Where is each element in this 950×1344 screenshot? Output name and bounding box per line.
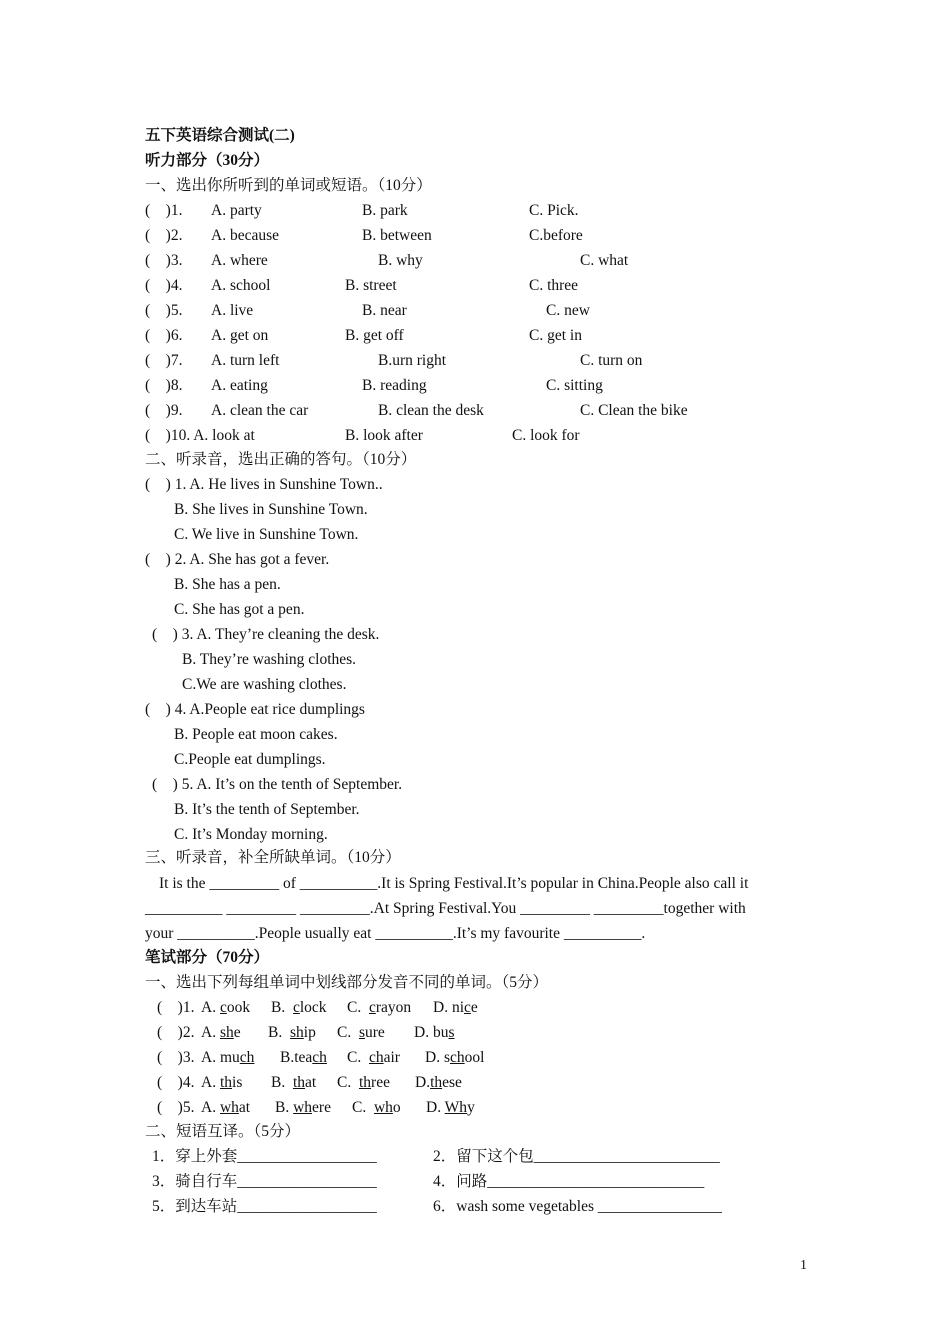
s3-para-2: __________ _________ _________.At Spring Festival.You _________ _________together with bbox=[145, 900, 746, 917]
option-a: A. because bbox=[211, 227, 279, 244]
option-suffix: ook bbox=[226, 999, 251, 1016]
underlined-part: wh bbox=[293, 1099, 313, 1116]
doc-title: 五下英语综合测试(二) bbox=[145, 127, 295, 144]
option-a: A. get on bbox=[211, 327, 269, 344]
option-prefix: C. bbox=[352, 1099, 374, 1116]
option-prefix: B. bbox=[271, 999, 293, 1016]
option-suffix: e bbox=[233, 1024, 241, 1041]
option-prefix: B.tea bbox=[280, 1049, 313, 1066]
answer-line: ( ) 5. A. It’s on the tenth of September. bbox=[152, 776, 403, 793]
word-option-b bbox=[280, 1048, 327, 1068]
question-number: ( )5. bbox=[157, 1099, 195, 1116]
word-option-a bbox=[201, 998, 250, 1018]
word-option-b bbox=[275, 1098, 331, 1118]
option-a: A. clean the car bbox=[211, 402, 309, 419]
underlined-part: c bbox=[219, 999, 227, 1016]
question-number: ( )5. bbox=[145, 302, 183, 319]
underlined-part: ch bbox=[312, 1049, 327, 1066]
underlined-part: wh bbox=[373, 1099, 393, 1116]
question-number: ( )1. bbox=[145, 202, 183, 219]
translation-item: 1．穿上外套__________________ bbox=[152, 1148, 377, 1165]
option-prefix: D. ni bbox=[433, 999, 464, 1016]
option-suffix: at bbox=[305, 1074, 317, 1091]
underlined-part: s bbox=[358, 1024, 366, 1041]
word-option-d bbox=[425, 1048, 484, 1068]
option-suffix: o bbox=[392, 1099, 401, 1116]
option-prefix: C. bbox=[337, 1074, 359, 1091]
word-option-a bbox=[201, 1048, 254, 1068]
option-prefix: A. mu bbox=[201, 1049, 240, 1066]
option-c: C. turn on bbox=[580, 352, 643, 369]
option-prefix: A. bbox=[201, 999, 220, 1016]
word-option-b bbox=[271, 998, 327, 1018]
question-number: ( )7. bbox=[145, 352, 183, 369]
option-c: C. new bbox=[546, 302, 590, 319]
answer-line: B. It’s the tenth of September. bbox=[174, 801, 360, 818]
underlined-part: th bbox=[292, 1074, 306, 1091]
answer-line: ( ) 4. A.People eat rice dumplings bbox=[145, 701, 365, 718]
word-option-c bbox=[337, 1023, 385, 1043]
option-suffix: y bbox=[467, 1099, 475, 1116]
answer-line: ( ) 3. A. They’re cleaning the desk. bbox=[152, 626, 380, 643]
question-number: ( )1. bbox=[157, 999, 195, 1016]
option-suffix: ere bbox=[312, 1099, 331, 1116]
option-b: B. clean the desk bbox=[378, 402, 484, 419]
option-b: B. street bbox=[345, 277, 397, 294]
option-suffix: ip bbox=[303, 1024, 316, 1041]
option-b: B. look after bbox=[345, 427, 423, 444]
answer-line: C.We are washing clothes. bbox=[182, 676, 347, 693]
listening-header: 听力部分（30分） bbox=[145, 152, 270, 169]
word-option-a bbox=[201, 1098, 250, 1118]
option-b: B. park bbox=[362, 202, 408, 219]
option-prefix: D. bbox=[415, 1074, 431, 1091]
answer-line: B. They’re washing clothes. bbox=[182, 651, 357, 668]
option-prefix: B. bbox=[271, 1074, 293, 1091]
w1-header: 一、选出下列每组单词中划线部分发音不同的单词。（5分） bbox=[145, 974, 549, 991]
underlined-part: sh bbox=[289, 1024, 304, 1041]
word-option-d bbox=[414, 1023, 455, 1043]
option-suffix: ree bbox=[371, 1074, 390, 1091]
w2-header: 二、短语互译。（5分） bbox=[145, 1123, 301, 1140]
option-prefix: A. bbox=[201, 1099, 220, 1116]
option-c: C. Pick. bbox=[529, 202, 579, 219]
s1-header: 一、选出你所听到的单词或短语。（10分） bbox=[145, 177, 432, 194]
question-number: ( )9. bbox=[145, 402, 183, 419]
option-suffix: air bbox=[383, 1049, 400, 1066]
word-option-a bbox=[201, 1023, 241, 1043]
underlined-part: th bbox=[219, 1074, 233, 1091]
option-a: A. eating bbox=[211, 377, 268, 394]
question-number: ( )4. bbox=[157, 1074, 195, 1091]
option-c: C. sitting bbox=[546, 377, 603, 394]
answer-line: C. We live in Sunshine Town. bbox=[174, 526, 359, 543]
option-prefix: D. s bbox=[425, 1049, 450, 1066]
option-prefix: B. bbox=[275, 1099, 294, 1116]
option-prefix: B. bbox=[268, 1024, 290, 1041]
written-header: 笔试部分（70分） bbox=[145, 949, 270, 966]
option-b: B. near bbox=[362, 302, 407, 319]
option-c: C. look for bbox=[512, 427, 580, 444]
option-c: C. three bbox=[529, 277, 579, 294]
question-number: ( )2. bbox=[145, 227, 183, 244]
underlined-part: th bbox=[358, 1074, 372, 1091]
option-b: B. get off bbox=[345, 327, 404, 344]
word-option-d bbox=[415, 1073, 462, 1093]
underlined-part: ch bbox=[449, 1049, 465, 1066]
answer-line: C.People eat dumplings. bbox=[174, 751, 326, 768]
word-option-c bbox=[352, 1098, 401, 1118]
question-number: ( )8. bbox=[145, 377, 183, 394]
option-b: B.urn right bbox=[378, 352, 447, 369]
s2-header: 二、听录音，选出正确的答句。（10分） bbox=[145, 451, 417, 468]
option-b: B. why bbox=[378, 252, 423, 269]
answer-line: B. People eat moon cakes. bbox=[174, 726, 338, 743]
underlined-part: Wh bbox=[444, 1099, 468, 1116]
s3-header: 三、听录音，补全所缺单词。（10分） bbox=[145, 849, 401, 866]
option-suffix: rayon bbox=[375, 999, 412, 1016]
underlined-part: wh bbox=[219, 1099, 239, 1116]
answer-line: C. She has got a pen. bbox=[174, 601, 305, 618]
answer-line: ( ) 1. A. He lives in Sunshine Town.. bbox=[145, 476, 383, 493]
underlined-part: sh bbox=[219, 1024, 234, 1041]
question-number: ( )10. A. look at bbox=[145, 427, 255, 444]
answer-line: B. She lives in Sunshine Town. bbox=[174, 501, 368, 518]
s3-para-3: your __________.People usually eat __________.It’s my favourite __________. bbox=[145, 925, 646, 942]
word-option-b bbox=[268, 1023, 316, 1043]
option-suffix: lock bbox=[299, 999, 327, 1016]
word-option-b bbox=[271, 1073, 316, 1093]
answer-line: B. She has a pen. bbox=[174, 576, 281, 593]
word-option-a bbox=[201, 1073, 242, 1093]
question-number: ( )2. bbox=[157, 1024, 195, 1041]
option-a: A. live bbox=[211, 302, 254, 319]
answer-line: ( ) 2. A. She has got a fever. bbox=[145, 551, 330, 568]
option-a: A. school bbox=[211, 277, 271, 294]
option-b: B. reading bbox=[362, 377, 427, 394]
option-prefix: D. bbox=[426, 1099, 445, 1116]
option-c: C. get in bbox=[529, 327, 582, 344]
s3-para-1: It is the _________ of __________.It is Spring Festival.It’s popular in China.People also call it bbox=[159, 875, 749, 892]
option-suffix: ure bbox=[365, 1024, 385, 1041]
option-suffix: is bbox=[232, 1074, 243, 1091]
option-prefix: A. bbox=[201, 1024, 220, 1041]
underlined-part: c bbox=[368, 999, 376, 1016]
word-option-c bbox=[337, 1073, 390, 1093]
translation-item: 5．到达车站__________________ bbox=[152, 1198, 377, 1215]
option-prefix: A. bbox=[201, 1074, 220, 1091]
option-c: C. what bbox=[580, 252, 629, 269]
page-number: 1 bbox=[800, 1258, 807, 1273]
underlined-part: s bbox=[448, 1024, 455, 1041]
translation-item: 4．问路____________________________ bbox=[433, 1173, 705, 1190]
option-suffix: e bbox=[470, 999, 478, 1016]
option-suffix: at bbox=[238, 1099, 251, 1116]
option-suffix: ese bbox=[442, 1074, 462, 1091]
underlined-part: ch bbox=[239, 1049, 255, 1066]
option-prefix: D. bu bbox=[414, 1024, 449, 1041]
translation-item: 2．留下这个包________________________ bbox=[433, 1148, 720, 1165]
option-a: A. where bbox=[211, 252, 268, 269]
translation-item: 6．wash some vegetables ________________ bbox=[433, 1198, 722, 1215]
underlined-part: ch bbox=[368, 1049, 384, 1066]
option-prefix: C. bbox=[347, 999, 369, 1016]
question-number: ( )3. bbox=[145, 252, 183, 269]
word-option-d bbox=[433, 998, 478, 1018]
word-option-c bbox=[347, 1048, 400, 1068]
option-c: C.before bbox=[529, 227, 583, 244]
question-number: ( )3. bbox=[157, 1049, 195, 1066]
question-number: ( )4. bbox=[145, 277, 183, 294]
option-suffix: ool bbox=[464, 1049, 485, 1066]
underlined-part: c bbox=[292, 999, 300, 1016]
word-option-d bbox=[426, 1098, 475, 1118]
option-b: B. between bbox=[362, 227, 432, 244]
option-a: A. turn left bbox=[211, 352, 280, 369]
option-c: C. Clean the bike bbox=[580, 402, 688, 419]
translation-item: 3．骑自行车__________________ bbox=[152, 1173, 377, 1190]
question-number: ( )6. bbox=[145, 327, 183, 344]
answer-line: C. It’s Monday morning. bbox=[174, 826, 328, 843]
word-option-c bbox=[347, 998, 411, 1018]
option-a: A. party bbox=[211, 202, 262, 219]
underlined-part: th bbox=[430, 1074, 443, 1091]
underlined-part: c bbox=[464, 999, 471, 1016]
option-prefix: C. bbox=[337, 1024, 359, 1041]
option-prefix: C. bbox=[347, 1049, 369, 1066]
